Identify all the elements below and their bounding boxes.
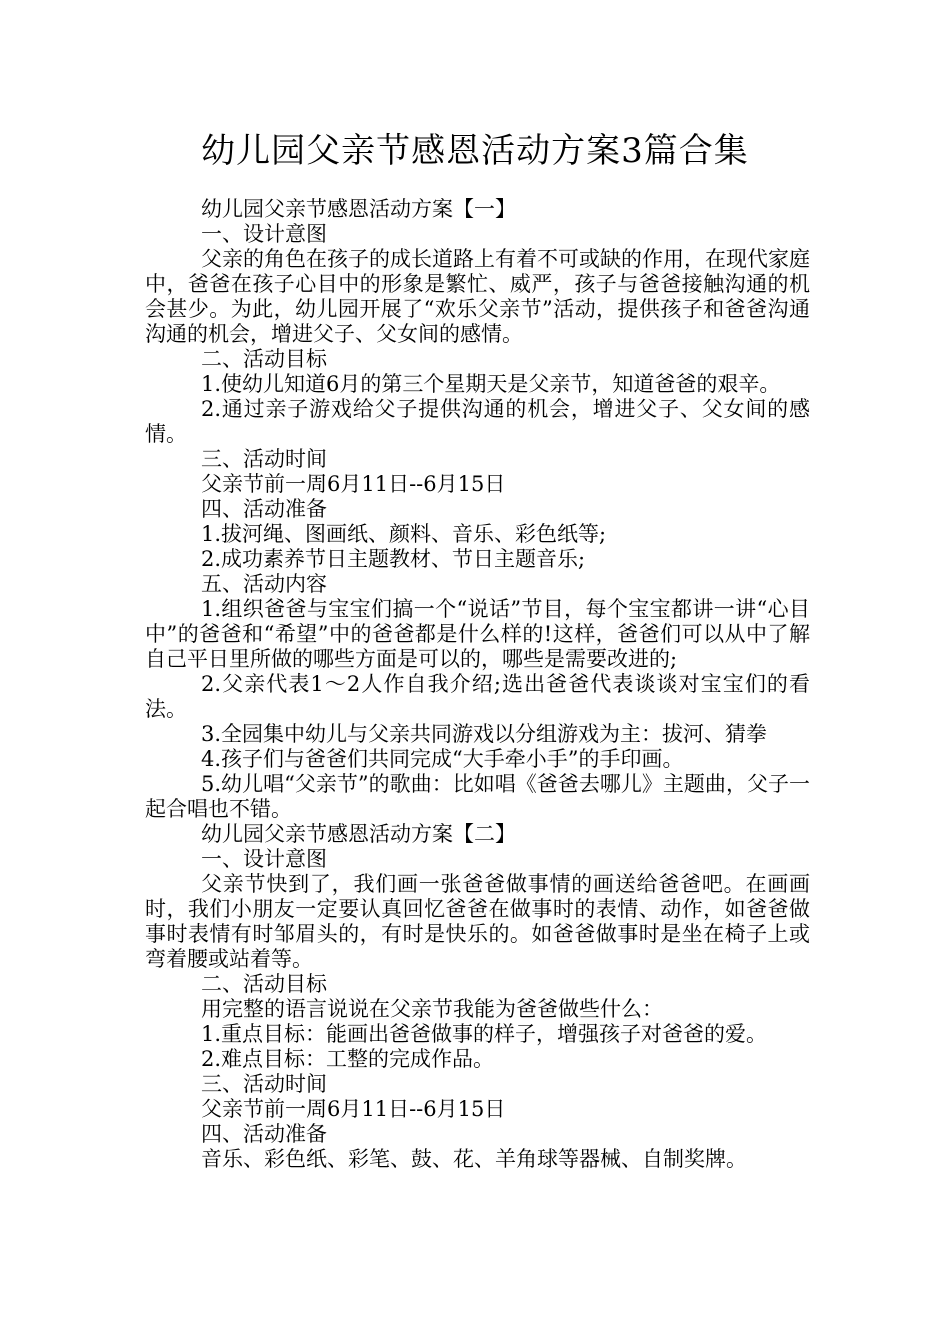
paragraph: 1.重点目标：能画出爸爸做事的样子，增强孩子对爸爸的爱。 (201, 1022, 768, 1046)
paragraph: 1.拔河绳、图画纸、颜料、音乐、彩色纸等; (201, 522, 607, 546)
paragraph: 2.通过亲子游戏给父子提供沟通的机会，增进父子、父女间的感情。 (145, 397, 810, 446)
paragraph: 2.难点目标：工整的完成作品。 (201, 1047, 495, 1071)
paragraph: 1.使幼儿知道6月的第三个星期天是父亲节，知道爸爸的艰辛。 (201, 372, 781, 396)
paragraph: 用完整的语言说说在父亲节我能为爸爸做些什么： (201, 997, 663, 1021)
paragraph: 二、活动目标 (201, 347, 327, 371)
paragraph: 四、活动准备 (201, 497, 327, 521)
paragraph: 幼儿园父亲节感恩活动方案【一】 (201, 197, 516, 221)
paragraph: 一、设计意图 (201, 847, 327, 871)
paragraph: 父亲节前一周6月11日--6月15日 (201, 1097, 506, 1121)
paragraph: 四、活动准备 (201, 1122, 327, 1146)
paragraph: 五、活动内容 (201, 572, 327, 596)
paragraph: 三、活动时间 (201, 447, 327, 471)
paragraph: 2.父亲代表1～2人作自我介绍;选出爸爸代表谈谈对宝宝们的看法。 (145, 672, 810, 721)
paragraph: 父亲节快到了，我们画一张爸爸做事情的画送给爸爸吧。在画画时，我们小朋友一定要认真回忆爸爸在做事时的表情、动作，如爸爸做事时表情有时邹眉头的，有时是快乐的。如爸爸做事时是坐在椅子上或弯着腰或站着等。 (145, 872, 810, 971)
paragraph: 4.孩子们与爸爸们共同完成“大手牵小手”的手印画。 (201, 747, 684, 771)
paragraph: 父亲的角色在孩子的成长道路上有着不可或缺的作用，在现代家庭中，爸爸在孩子心目中的形象是繁忙、威严，孩子与爸爸接触沟通的机会甚少。为此，幼儿园开展了“欢乐父亲节”活动，提供孩子和爸爸沟通沟通的机会，增进父子、父女间的感情。 (145, 247, 810, 346)
paragraph: 1.组织爸爸与宝宝们搞一个“说话”节目，每个宝宝都讲一讲“心目中”的爸爸和“希望”中的爸爸都是什么样的!这样，爸爸们可以从中了解自己平日里所做的哪些方面是可以的，哪些是需要改进的; (145, 597, 810, 671)
paragraph: 二、活动目标 (201, 972, 327, 996)
document-title: 幼儿园父亲节感恩活动方案3篇合集 (201, 131, 749, 171)
paragraph: 音乐、彩色纸、彩笔、鼓、花、羊角球等器械、自制奖牌。 (201, 1147, 747, 1171)
paragraph: 2.成功素养节日主题教材、节日主题音乐; (201, 547, 586, 571)
paragraph: 一、设计意图 (201, 222, 327, 246)
paragraph: 5.幼儿唱“父亲节”的歌曲：比如唱《爸爸去哪儿》主题曲，父子一起合唱也不错。 (145, 772, 810, 821)
paragraph: 3.全园集中幼儿与父亲共同游戏以分组游戏为主：拔河、猜拳 (201, 722, 768, 746)
paragraph: 父亲节前一周6月11日--6月15日 (201, 472, 506, 496)
paragraph: 幼儿园父亲节感恩活动方案【二】 (201, 822, 516, 846)
document-body (145, 197, 810, 1172)
paragraph: 三、活动时间 (201, 1072, 327, 1096)
